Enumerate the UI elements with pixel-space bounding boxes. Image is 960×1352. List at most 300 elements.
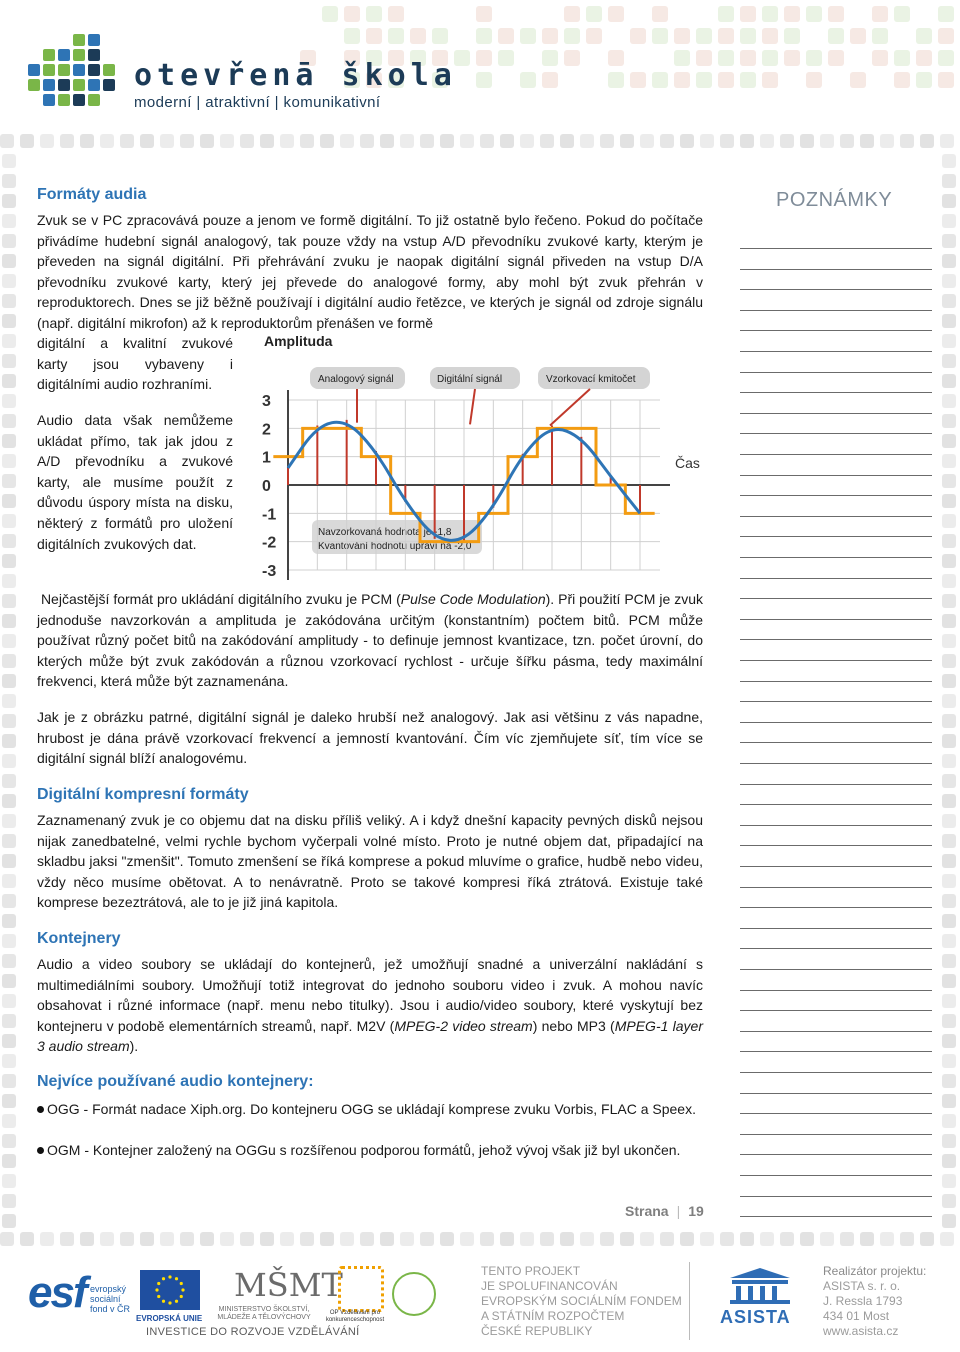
frame-square <box>120 134 134 148</box>
frame-square <box>652 72 668 88</box>
frame-square <box>2 214 16 228</box>
frame-square <box>2 1014 16 1028</box>
frame-square <box>2 754 16 768</box>
frame-square <box>942 934 956 948</box>
frame-square <box>942 414 956 428</box>
frame-square <box>916 28 932 44</box>
frame-square <box>2 554 16 568</box>
footer-line: TENTO PROJEKT <box>481 1264 581 1278</box>
note-line <box>740 681 932 682</box>
frame-square <box>942 554 956 568</box>
note-line <box>740 722 932 723</box>
frame-square <box>2 1174 16 1188</box>
frame-square <box>860 134 874 148</box>
frame-square <box>942 834 956 848</box>
frame-square <box>780 134 794 148</box>
frame-square <box>476 28 492 44</box>
frame-square <box>2 334 16 348</box>
frame-square <box>2 974 16 988</box>
eu-stars-icon <box>140 1270 200 1310</box>
chart-ytick: -2 <box>262 534 277 552</box>
frame-square <box>942 1054 956 1068</box>
frame-square <box>674 72 690 88</box>
frame-square <box>942 394 956 408</box>
frame-square <box>540 1232 554 1246</box>
frame-square <box>2 834 16 848</box>
logo-square <box>28 79 40 91</box>
note-line <box>740 495 932 496</box>
frame-square <box>240 134 254 148</box>
frame-square <box>674 50 690 66</box>
frame-square <box>2 794 16 808</box>
frame-square <box>564 50 580 66</box>
eu-label: EVROPSKÁ UNIE <box>136 1314 203 1323</box>
frame-square <box>2 474 16 488</box>
frame-square <box>0 1232 14 1246</box>
frame-square <box>674 28 690 44</box>
frame-square <box>652 28 668 44</box>
frame-square <box>942 354 956 368</box>
frame-square <box>542 72 558 88</box>
note-line <box>740 557 932 558</box>
frame-square <box>894 6 910 22</box>
notes-title: POZNÁMKY <box>776 189 893 211</box>
frame-square <box>828 28 844 44</box>
frame-square <box>20 1232 34 1246</box>
frame-square <box>2 614 16 628</box>
frame-square <box>2 714 16 728</box>
frame-square <box>586 28 602 44</box>
frame-square <box>942 1074 956 1088</box>
footer-line: JE SPOLUFINANCOVÁN <box>481 1279 618 1293</box>
frame-square <box>220 1232 234 1246</box>
frame-square <box>720 1232 734 1246</box>
frame-square <box>820 1232 834 1246</box>
frame-square <box>220 134 234 148</box>
frame-square <box>942 734 956 748</box>
frame-square <box>942 154 956 168</box>
pcm-text-em: Pulse Code Modulation <box>400 591 546 607</box>
logo-square <box>43 49 55 61</box>
frame-square <box>280 134 294 148</box>
frame-square <box>2 514 16 528</box>
frame-square <box>806 72 822 88</box>
paragraph-formaty-3 <box>37 589 703 692</box>
note-line <box>740 1010 932 1011</box>
note-line <box>740 948 932 949</box>
eu-star-icon <box>180 1295 183 1298</box>
note-line <box>740 742 932 743</box>
frame-square <box>480 134 494 148</box>
frame-square <box>2 234 16 248</box>
frame-square <box>2 914 16 928</box>
frame-square <box>2 194 16 208</box>
asista-logo <box>720 1268 800 1328</box>
frame-square <box>0 134 14 148</box>
frame-square <box>784 50 800 66</box>
note-line <box>740 701 932 702</box>
frame-square <box>2 1054 16 1068</box>
frame-square <box>260 134 274 148</box>
footer-logos <box>28 1262 448 1342</box>
frame-square <box>872 28 888 44</box>
frame-square <box>942 1094 956 1108</box>
frame-square <box>630 72 646 88</box>
frame-square <box>340 134 354 148</box>
page-number-value: 19 <box>688 1203 704 1219</box>
frame-square <box>940 134 954 148</box>
frame-square <box>942 294 956 308</box>
frame-square <box>942 494 956 508</box>
frame-square <box>140 1232 154 1246</box>
note-line <box>740 454 932 455</box>
otevrena-skola-logo-mark <box>28 34 128 114</box>
note-line <box>740 1051 932 1052</box>
frame-square <box>840 134 854 148</box>
frame-square <box>40 134 54 148</box>
frame-square <box>240 1232 254 1246</box>
page-number-label: Strana <box>625 1203 669 1219</box>
kontejnery-em-1: MPEG-2 video stream <box>394 1017 533 1034</box>
logo-square <box>43 64 55 76</box>
op-logo-icon <box>338 1266 384 1312</box>
logo-square <box>88 34 100 46</box>
frame-square <box>920 134 934 148</box>
eu-star-icon <box>162 1277 165 1280</box>
msmt-logo-icon: MŠMT <box>234 1266 343 1304</box>
note-line <box>740 990 932 991</box>
frame-square <box>942 1034 956 1048</box>
frame-square <box>640 134 654 148</box>
note-line <box>740 1093 932 1094</box>
frame-square <box>160 134 174 148</box>
chart-ytick: 0 <box>262 478 271 495</box>
frame-square <box>60 1232 74 1246</box>
chart-annotation <box>312 520 482 554</box>
eu-star-icon <box>180 1282 183 1285</box>
eu-star-icon <box>157 1282 160 1285</box>
frame-square <box>718 6 734 22</box>
frame-square <box>620 1232 634 1246</box>
eu-flag-icon <box>140 1270 200 1310</box>
frame-square <box>580 1232 594 1246</box>
note-line <box>740 1134 932 1135</box>
frame-square <box>280 1232 294 1246</box>
frame-square <box>800 134 814 148</box>
frame-square <box>942 1154 956 1168</box>
frame-square <box>760 134 774 148</box>
logo-subtitle: moderní | atraktivní | komunikativní <box>134 94 381 111</box>
frame-square <box>500 1232 514 1246</box>
frame-square <box>608 50 624 66</box>
frame-square <box>600 1232 614 1246</box>
frame-square <box>520 134 534 148</box>
frame-square <box>696 72 712 88</box>
frame-square <box>498 50 514 66</box>
frame-square <box>2 274 16 288</box>
frame-square <box>2 774 16 788</box>
frame-square <box>880 134 894 148</box>
frame-square <box>440 134 454 148</box>
frame-square <box>640 1232 654 1246</box>
frame-square <box>940 1232 954 1246</box>
frame-square <box>872 50 888 66</box>
note-line <box>740 1175 932 1176</box>
note-line <box>740 433 932 434</box>
frame-square <box>660 1232 674 1246</box>
frame-square <box>900 1232 914 1246</box>
frame-square <box>894 50 910 66</box>
paragraph-formaty-2: Audio data však nemůžeme ukládat přímo, tak jak jdou z A/D převodníku a zvukové karty, ale musíme použít z důvodu úspory místa na disku, některý z formátů pro uložení digitálních zvukových dat. <box>37 412 233 552</box>
frame-square <box>916 50 932 66</box>
frame-square <box>580 134 594 148</box>
note-line <box>740 310 932 311</box>
frame-square <box>2 1094 16 1108</box>
frame-square <box>828 6 844 22</box>
frame-square <box>340 1232 354 1246</box>
chart-ytick: 1 <box>262 449 271 467</box>
frame-square <box>806 50 822 66</box>
uctivky-logo-icon <box>392 1272 436 1316</box>
note-line <box>740 536 932 537</box>
frame-square <box>2 954 16 968</box>
frame-square <box>2 1074 16 1088</box>
frame-square <box>80 1232 94 1246</box>
paragraph-formaty-1b: digitální a kvalitní zvukové karty jsou vybaveny i digitálními audio rozhraními. <box>37 335 233 393</box>
note-line <box>740 1113 932 1114</box>
frame-square <box>942 974 956 988</box>
frame-square <box>780 1232 794 1246</box>
note-line <box>740 660 932 661</box>
frame-square <box>476 6 492 22</box>
note-line <box>740 1072 932 1073</box>
kontejnery-text-c: ). <box>129 1038 139 1055</box>
frame-square <box>2 1134 16 1148</box>
frame-square <box>180 1232 194 1246</box>
list-item-ogm-text: OGM - Kontejner založený na OGGu s rozšířenou podporou formátů, jehož vývoj však již byl ukončen. <box>47 1142 681 1158</box>
logo-square <box>73 79 85 91</box>
frame-square <box>840 1232 854 1246</box>
frame-square <box>100 134 114 148</box>
logo-square <box>73 34 85 46</box>
esf-logo-text: evropský sociální fond v ČR <box>90 1284 131 1314</box>
frame-square <box>718 50 734 66</box>
logo-square <box>103 79 115 91</box>
heading-formaty-audia: Formáty audia <box>37 186 147 203</box>
frame-square <box>80 134 94 148</box>
frame-square <box>2 814 16 828</box>
logo-square <box>43 79 55 91</box>
frame-square <box>2 154 16 168</box>
frame-square <box>360 1232 374 1246</box>
frame-square <box>942 1134 956 1148</box>
frame-square <box>942 574 956 588</box>
frame-square <box>718 28 734 44</box>
frame-square <box>2 1034 16 1048</box>
frame-square <box>520 28 536 44</box>
frame-square <box>2 494 16 508</box>
note-line <box>740 887 932 888</box>
frame-square <box>942 894 956 908</box>
frame-square <box>942 674 956 688</box>
frame-square <box>942 954 956 968</box>
eu-star-icon <box>168 1301 171 1304</box>
frame-square <box>942 874 956 888</box>
frame-square <box>300 1232 314 1246</box>
frame-square <box>432 28 448 44</box>
kontejnery-text-b: ) nebo MP3 ( <box>532 1017 615 1034</box>
op-label: OP Vzdělávání pro konkurenceschopnost <box>325 1310 385 1323</box>
frame-square <box>460 1232 474 1246</box>
frame-square <box>942 174 956 188</box>
frame-square <box>542 28 558 44</box>
frame-square <box>942 454 956 468</box>
frame-square <box>680 134 694 148</box>
note-line <box>740 351 932 352</box>
frame-square <box>400 1232 414 1246</box>
frame-square <box>942 1194 956 1208</box>
frame-square <box>740 134 754 148</box>
footer-line: EVROPSKÝM SOCIÁLNÍM FONDEM <box>481 1294 682 1308</box>
frame-square <box>850 72 866 88</box>
frame-square <box>60 134 74 148</box>
frame-square <box>460 134 474 148</box>
frame-square <box>2 654 16 668</box>
list-item-ogg-text: OGG - Formát nadace Xiph.org. Do kontejneru OGG se ukládají komprese zvuku Vorbis, FLAC a Speex. <box>47 1101 696 1117</box>
frame-square <box>2 534 16 548</box>
note-line <box>740 619 932 620</box>
note-line <box>740 392 932 393</box>
frame-square <box>20 134 34 148</box>
msmt-label: MINISTERSTVO ŠKOLSTVÍ, MLÁDEŽE A TĚLOVÝCHOVY <box>217 1306 311 1321</box>
footer-project-text <box>481 1264 682 1339</box>
logo-square <box>43 94 55 106</box>
frame-square <box>806 6 822 22</box>
frame-square <box>564 6 580 22</box>
frame-square <box>942 814 956 828</box>
frame-square <box>2 434 16 448</box>
note-line <box>740 269 932 270</box>
footer-line: 434 01 Most <box>823 1309 890 1323</box>
note-line <box>740 330 932 331</box>
frame-square <box>140 134 154 148</box>
bullet-icon <box>37 1147 44 1154</box>
frame-square <box>740 1232 754 1246</box>
frame-square <box>942 314 956 328</box>
frame-square <box>938 6 954 22</box>
frame-square <box>2 854 16 868</box>
kontejnery-text-a: Audio a video soubory se ukládají do kontejnerů, jež umožňují snadné a univerzální nakládání s multimediálními soubory. Umožňují totiž integrovat do jednoho souboru video i zvuk. A mohou navíc obsahovat i různé informace (např. menu nebo titulky). Jsou i audio/video soubory, které vyskytují bez kontejneru v podobě elementárních streamů, např. M2V ( <box>37 956 703 1034</box>
note-line <box>740 248 932 249</box>
frame-square <box>942 914 956 928</box>
frame-square <box>476 72 492 88</box>
logo-square <box>73 49 85 61</box>
frame-square <box>942 634 956 648</box>
frame-square <box>942 1174 956 1188</box>
frame-square <box>2 374 16 388</box>
heading-kontejnery: Kontejnery <box>37 930 121 947</box>
frame-square <box>2 934 16 948</box>
frame-square <box>2 994 16 1008</box>
note-line <box>740 413 932 414</box>
frame-square <box>320 134 334 148</box>
frame-square <box>784 6 800 22</box>
paragraph-komprese: Zaznamenaný zvuk je co objemu dat na disku příliš veliký. A i když dnešní kapacity pevných disků nejsou nijak zanedbatelné, velmi rychle bychom vyčerpali volné místo. Proto je nutné objem dat, připadající na skladbu jaksi "zmenšit". Tomuto zmenšení se říká komprese a pokud mluvíme o grafice, hudbě nebo videu, vždy něco musíme obětovat. A to nenávratně. Proto se takové kompresi říká ztrátová. Existuje také komprese bezeztrátová, ale to je již jiná kapitola. <box>37 812 703 911</box>
logo-square <box>88 49 100 61</box>
frame-square <box>850 28 866 44</box>
frame-square <box>2 734 16 748</box>
legend-sampling: Vzorkovací kmitočet <box>546 374 636 385</box>
note-line <box>740 639 932 640</box>
logo-square <box>58 79 70 91</box>
frame-square <box>2 574 16 588</box>
frame-square <box>366 6 382 22</box>
heading-nejvice: Nejvíce používané audio kontejnery: <box>37 1073 314 1090</box>
footer-line: www.asista.cz <box>823 1324 899 1338</box>
frame-square <box>900 134 914 148</box>
heading-komprese: Digitální kompresní formáty <box>37 786 249 803</box>
footer-line: ČESKÉ REPUBLIKY <box>481 1324 593 1338</box>
frame-square <box>608 72 624 88</box>
note-line <box>740 578 932 579</box>
frame-square <box>942 234 956 248</box>
paragraph-formaty-4: Jak je z obrázku patrné, digitální signál je daleko hrubší než analogový. Jak asi většinu z vás napadne, hrubost je dána právě vzorkovací frekvencí a jemností kvantování. Čím víc zjemňujete síť, tím více se digitální signál blíží analogovému. <box>37 709 703 767</box>
footer-realizator-text <box>823 1264 926 1339</box>
frame-square <box>2 674 16 688</box>
paragraph-formaty-1: Zvuk se v PC zpracovává pouze a jenom ve formě digitální. To již ostatně bylo řečeno. Pokud do počítače přivádíme hudební signál analogový, tak pouze vždy na vstup A/D převodníku zvukové karty, kterým je převeden na signál digitální. Při přehrávání zvuku je naopak digitální signál přiveden na vstup D/A převodníku zvukové karty, který jej převede do analogové formy, aby mohl být zvuk přehrán v reproduktorech. Dnes se již běžně používají i digitální audio řetězce, ve kterých je signál od zdroje signálu (např. digitální mikrofon) až k reproduktorům přenášen ve formě <box>37 212 703 331</box>
legend-arrow <box>470 389 475 424</box>
legend-digital: Digitální signál <box>437 374 503 385</box>
frame-square <box>942 794 956 808</box>
frame-square <box>938 72 954 88</box>
note-line <box>740 866 932 867</box>
legend-arrow <box>550 389 590 426</box>
frame-square <box>2 1154 16 1168</box>
chart-ylabel: Amplituda <box>264 333 333 349</box>
frame-square <box>942 534 956 548</box>
footer-line: Realizátor projektu: <box>823 1264 927 1278</box>
logo-square <box>28 64 40 76</box>
footer-divider <box>689 1262 690 1340</box>
investice-tagline: INVESTICE DO ROZVOJE VZDĚLÁVÁNÍ <box>146 1326 360 1338</box>
frame-square <box>360 134 374 148</box>
page-number <box>625 1203 704 1219</box>
frame-square <box>260 1232 274 1246</box>
logo-square <box>58 94 70 106</box>
frame-square <box>2 1214 16 1228</box>
frame-square <box>410 28 426 44</box>
frame-square <box>2 414 16 428</box>
note-line <box>740 1196 932 1197</box>
frame-square <box>476 50 492 66</box>
frame-square <box>2 254 16 268</box>
frame-square <box>344 6 360 22</box>
frame-square <box>344 28 360 44</box>
legend-analog: Analogový signál <box>318 374 394 385</box>
frame-square <box>680 1232 694 1246</box>
asista-label: ASISTA <box>720 1307 791 1327</box>
chart-ytick: -3 <box>262 563 277 580</box>
frame-square <box>762 28 778 44</box>
frame-square <box>2 894 16 908</box>
frame-square <box>920 1232 934 1246</box>
frame-square <box>520 1232 534 1246</box>
frame-square <box>520 72 536 88</box>
pcm-text-b: ). Při použití PCM je zvuk jednoduše navzorkován a amplituda je zakódována určitým (konstantním) počtem bitů. PCM může používat různý počet bitů na zakódování amplitudy - to definuje jemnost kvantizace, tzn. počet úrovní, do kterých může být zvuk zakódován a různou vzorkovací rychlost - určuje šířku pásma, tedy maximální frekvenci, která může být zaznamenána. <box>37 591 703 690</box>
logo-square <box>58 64 70 76</box>
note-line <box>740 1031 932 1032</box>
frame-square <box>380 134 394 148</box>
